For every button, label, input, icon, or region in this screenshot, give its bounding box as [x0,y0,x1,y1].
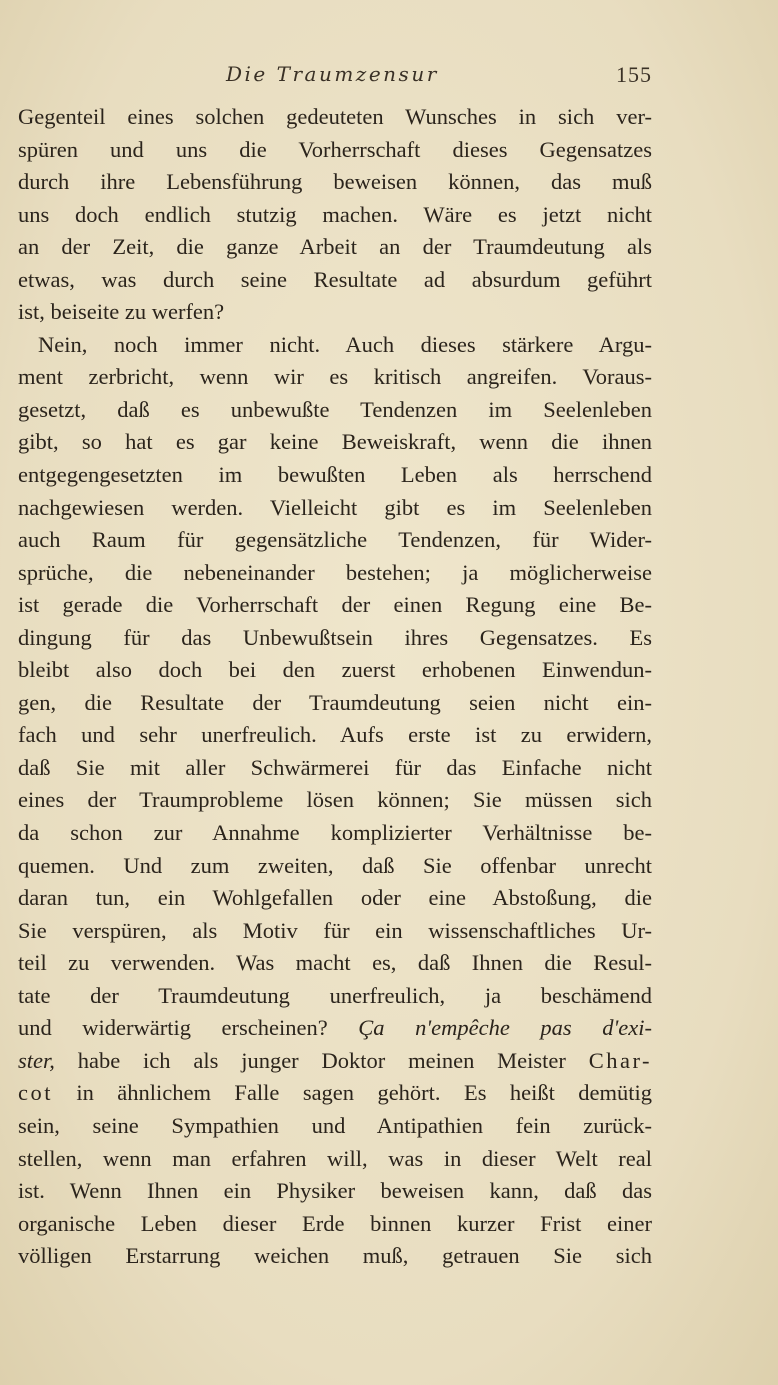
text-line: quemen. Und zum zweiten, daß Sie offenbar unrecht [18,852,652,878]
name-charcot-end: cot [18,1080,53,1106]
text-line: gibt, so hat es gar keine Beweiskraft, wenn die ihnen [18,429,652,455]
text-line: teil zu verwenden. Was macht es, daß Ihnen die Resul- [18,950,652,976]
text-line: ist. Wenn Ihnen ein Physiker beweisen kann, daß das [18,1178,652,1204]
text-line: Gegenteil eines solchen gedeuteten Wunsches in sich ver- [18,104,652,129]
text-line: spüren und uns die Vorherrschaft dieses Gegensatzes [18,136,652,162]
text-line: sein, seine Sympathien und Antipathien fein zurück- [18,1112,652,1138]
text-line: ist gerade die Vorherrschaft der einen Regung eine Be- [18,592,652,618]
text-line-quote [18,1012,652,1045]
text-line: ment zerbricht, wenn wir es kritisch angreifen. Voraus- [18,364,652,390]
running-title: Die Traumzensur [226,62,439,86]
text-line: gen, die Resultate der Traumdeutung seien nicht ein- [18,689,652,715]
text-line: durch ihre Lebensführung beweisen können, das muß [18,169,652,195]
text-line: an der Zeit, die ganze Arbeit an der Traumdeutung als [18,234,652,260]
text-line: eines der Traumprobleme lösen können; Sie müssen sich [18,787,652,813]
text-line: auch Raum für gegensätzliche Tendenzen, für Wider- [18,527,652,553]
name-charcot: Char- [588,1047,653,1073]
text-line: tate der Traumdeutung unerfreulich, ja beschämend [18,982,652,1008]
text-line [18,1077,652,1110]
text-line: Sie verspüren, als Motiv für ein wissenschaftliches Ur- [18,917,652,943]
text-line [18,1045,652,1078]
text-line: gesetzt, daß es unbewußte Tendenzen im Seelenleben [18,396,652,422]
page-number: 155 [616,62,652,87]
text-line: etwas, was durch seine Resultate ad absurdum geführt [18,266,652,292]
text-segment: habe ich als junger Doktor meinen Meister [77,1047,566,1073]
text-line: ist, beiseite zu werfen? [18,299,225,325]
text-line: entgegengesetzten im bewußten Leben als herrschend [18,462,652,488]
text-line: völligen Erstarrung weichen muß, getrauen Sie sich [18,1243,652,1269]
text-line: fach und sehr unerfreulich. Aufs erste ist zu erwidern, [18,722,652,748]
text-line: bleibt also doch bei den zuerst erhobenen Einwendun- [18,657,652,683]
text-line: daran tun, ein Wohlgefallen oder eine Abstoßung, die [18,885,652,911]
text-line: da schon zur Annahme komplizierter Verhältnisse be- [18,820,652,846]
text-line: dingung für das Unbewußtsein ihres Gegensatzes. Es [18,624,652,650]
text-line: nachgewiesen werden. Vielleicht gibt es im Seelenleben [18,494,652,520]
body-text [18,101,652,1273]
text-segment: in ähnlichem Falle sagen gehört. Es heißt demütig [76,1080,652,1106]
text-line: daß Sie mit aller Schwärmerei für das Einfache nicht [18,754,652,780]
text-line: Nein, noch immer nicht. Auch dieses stärkere Argu- [38,331,652,357]
text-segment: und widerwärtig erscheinen? [18,1015,328,1041]
french-quote: Ça n'empêche pas d'exi- [358,1015,652,1041]
french-quote-end: ster, [18,1047,55,1073]
page-header [18,62,652,90]
text-line: sprüche, die nebeneinander bestehen; ja möglicherweise [18,559,652,585]
text-line: uns doch endlich stutzig machen. Wäre es jetzt nicht [18,201,652,227]
text-line: stellen, wenn man erfahren will, was in dieser Welt real [18,1145,652,1171]
text-line: organische Leben dieser Erde binnen kurzer Frist einer [18,1210,652,1236]
